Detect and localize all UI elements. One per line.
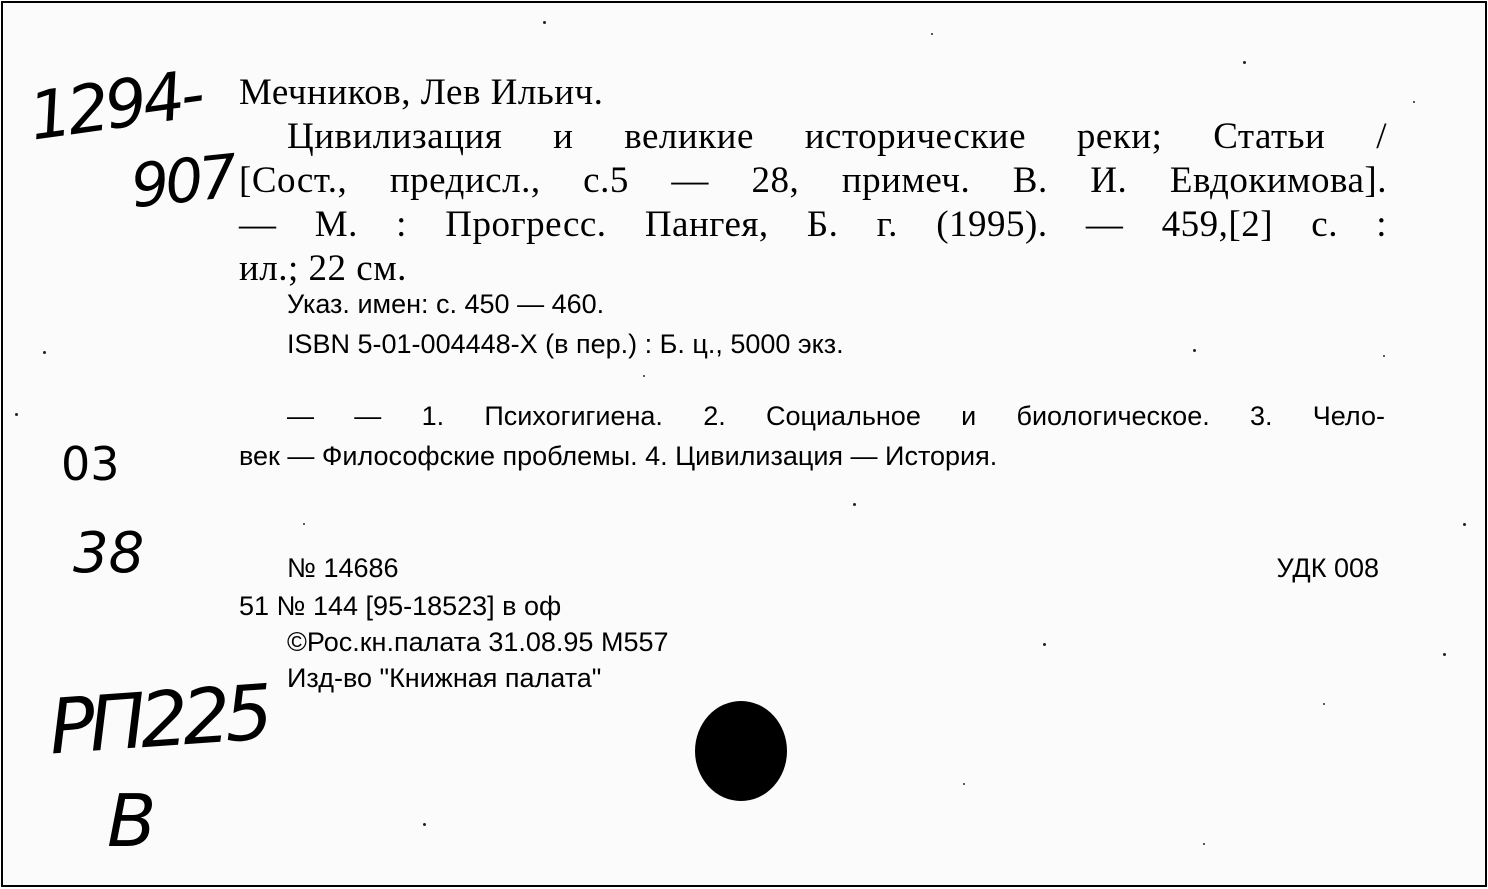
imprint-statement: — М. : Прогресс. Пангея, Б. г. (1995). — 459,[2] с. : [239, 204, 1387, 245]
scan-speck [643, 375, 645, 377]
handwritten-mark-03: 03 [61, 437, 120, 491]
scan-speck [423, 823, 426, 826]
scan-speck [1463, 523, 1466, 526]
title-statement: Цивилизация и великие исторические реки; Статьи / [287, 116, 1387, 157]
publisher-line: Изд-во "Книжная палата" [287, 663, 602, 693]
scan-speck [15, 413, 18, 416]
scan-speck [1193, 349, 1196, 352]
scan-speck [1043, 643, 1046, 646]
handwritten-call-number-suffix: 907 [127, 141, 237, 223]
responsibility-statement: [Сост., предисл., с.5 — 28, примеч. В. И. Евдокимова]. [239, 160, 1387, 201]
copyright-line: ©Рос.кн.палата 31.08.95 М557 [287, 627, 669, 657]
catalog-card [1, 1, 1487, 887]
record-number: № 14686 [287, 553, 399, 583]
scan-speck [43, 351, 46, 354]
scan-speck [963, 783, 965, 785]
scan-speck [1443, 653, 1446, 656]
punch-hole [695, 701, 787, 801]
scan-speck [303, 523, 305, 525]
handwritten-shelf-mark: РП225 [46, 667, 270, 772]
scan-speck [1413, 101, 1415, 103]
scan-speck [853, 503, 856, 506]
scan-speck [1243, 61, 1246, 64]
scan-speck [543, 21, 546, 24]
physical-description: ил.; 22 см. [239, 248, 407, 289]
scan-speck [1323, 703, 1325, 705]
udc-code: УДК 008 [1276, 553, 1379, 583]
scan-speck [1203, 843, 1205, 845]
order-number: 51 № 144 [95-18523] в оф [239, 591, 562, 621]
subject-headings-line-1: — — 1. Психогигиена. 2. Социальное и биологическое. 3. Чело- [287, 401, 1385, 431]
handwritten-call-number: 1294- [24, 55, 206, 156]
scan-speck [1383, 355, 1385, 357]
isbn-line: ISBN 5-01-004448-X (в пер.) : Б. ц., 5000 экз. [287, 329, 844, 359]
author-heading: Мечников, Лев Ильич. [239, 72, 604, 113]
subject-headings-line-2: век — Философские проблемы. 4. Цивилизация — История. [239, 441, 998, 471]
scan-speck [931, 33, 933, 35]
index-note: Указ. имен: с. 450 — 460. [287, 289, 605, 319]
handwritten-mark-38: 38 [73, 521, 145, 586]
handwritten-letter: В [107, 779, 157, 863]
